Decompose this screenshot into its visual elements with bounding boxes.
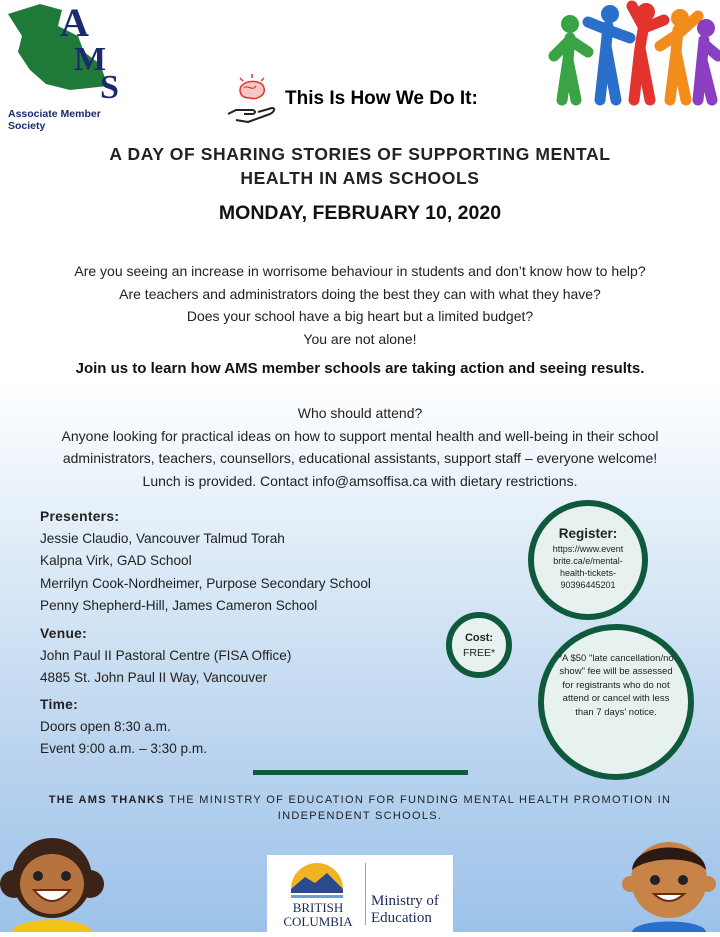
attend-line-1: Anyone looking for practical ideas on how to support mental health and well-being in their school (61, 427, 659, 444)
register-url-line: health-tickets- (559, 568, 617, 578)
join-statement: Join us to learn how AMS member schools are taking action and seeing results. (75, 360, 645, 377)
ministry-name (371, 893, 451, 927)
cancellation-fee-circle (538, 624, 694, 780)
presenters-section (40, 506, 371, 617)
register-url-line: https://www.event (552, 544, 624, 554)
tagline: This Is How We Do It: (285, 88, 478, 109)
presenter-item: Penny Shepherd-Hill, James Cameron School (40, 597, 318, 613)
boy-face-icon (618, 826, 720, 932)
cancellation-fee-note: *A $50 "late cancellation/no show" fee will be assessed for registrants who do not attend or cancel with less than 7 days' notice. (558, 653, 674, 718)
attend-line-2: administrators, teachers, counsellors, educational assistants, support staff – everyone welcome! (62, 450, 658, 466)
who-should-attend (0, 402, 720, 492)
event-date: MONDAY, FEBRUARY 10, 2020 (218, 202, 502, 224)
time-line-1: Doors open 8:30 a.m. (40, 719, 171, 735)
question-2: Are teachers and administrators doing the best they can with what they have? (119, 285, 601, 302)
event-title-line-1: A DAY OF SHARING STORIES OF SUPPORTING MENTAL (109, 144, 611, 164)
time-section (40, 694, 207, 761)
logo-letter-a: A (60, 0, 89, 45)
register-url-line: brite.ca/e/mental- (553, 556, 623, 566)
cost-value: FREE* (462, 647, 496, 659)
bc-name-line-1: BRITISH (292, 900, 344, 915)
hand-brain-icon (226, 70, 282, 126)
presenter-item: Jessie Claudio, Vancouver Talmud Torah (40, 531, 285, 547)
attend-heading: Who should attend? (297, 405, 423, 421)
logo-caption: Associate Member Society (8, 108, 101, 132)
cost-circle (446, 612, 512, 678)
time-heading: Time: (40, 697, 79, 712)
event-title (0, 142, 720, 190)
question-4: You are not alone! (303, 330, 417, 347)
girl-face-icon (0, 826, 104, 932)
logo-letter-s: S (100, 69, 119, 106)
bc-name (273, 901, 363, 929)
register-url-line: 90396445201 (560, 580, 616, 590)
kid-boy-illustration (618, 826, 720, 932)
divider (253, 770, 468, 775)
ministry-line-1: Ministry of (371, 893, 439, 909)
event-title-line-2: HEALTH IN AMS SCHOOLS (240, 168, 480, 188)
venue-line-2: 4885 St. John Paul II Way, Vancouver (40, 670, 268, 686)
time-line-2: Event 9:00 a.m. – 3:30 p.m. (40, 741, 207, 757)
register-link[interactable] (534, 543, 642, 591)
bc-name-line-2: COLUMBIA (283, 914, 353, 929)
venue-section (40, 623, 291, 690)
logo-letter-m: M (74, 41, 107, 78)
cost-heading: Cost: (464, 632, 494, 644)
presenter-item: Merrilyn Cook-Nordheimer, Purpose Secondary School (40, 575, 371, 591)
attend-line-3: Lunch is provided. Contact info@amsoffisa.ca with dietary restrictions. (142, 472, 578, 489)
presenter-item: Kalpna Virk, GAD School (40, 553, 192, 569)
venue-heading: Venue: (40, 626, 88, 641)
ministry-line-2: Education (371, 910, 432, 926)
venue-line-1: John Paul II Pastoral Centre (FISA Office) (40, 648, 292, 664)
ams-logo (0, 0, 140, 130)
thanks-lead: THE AMS THANKS (48, 794, 165, 806)
people-icon (548, 0, 720, 118)
people-illustration (548, 0, 720, 118)
register-heading: Register: (558, 526, 618, 541)
question-1: Are you seeing an increase in worrisome behaviour in students and don’t know how to help? (74, 263, 646, 279)
intro-questions (0, 260, 720, 350)
bc-ministry-logo (267, 855, 453, 932)
bc-sun-icon (285, 859, 349, 901)
question-3: Does your school have a big heart but a limited budget? (186, 308, 534, 324)
bc-logo-divider (365, 863, 366, 925)
thanks-statement (25, 792, 695, 824)
thanks-rest: THE MINISTRY OF EDUCATION FOR FUNDING MENTAL HEALTH PROMOTION IN INDEPENDENT SCHOOLS. (164, 794, 672, 822)
register-circle[interactable] (528, 500, 648, 620)
kid-girl-illustration (0, 826, 104, 932)
bc-map-icon (0, 0, 140, 110)
presenters-heading: Presenters: (40, 509, 120, 524)
